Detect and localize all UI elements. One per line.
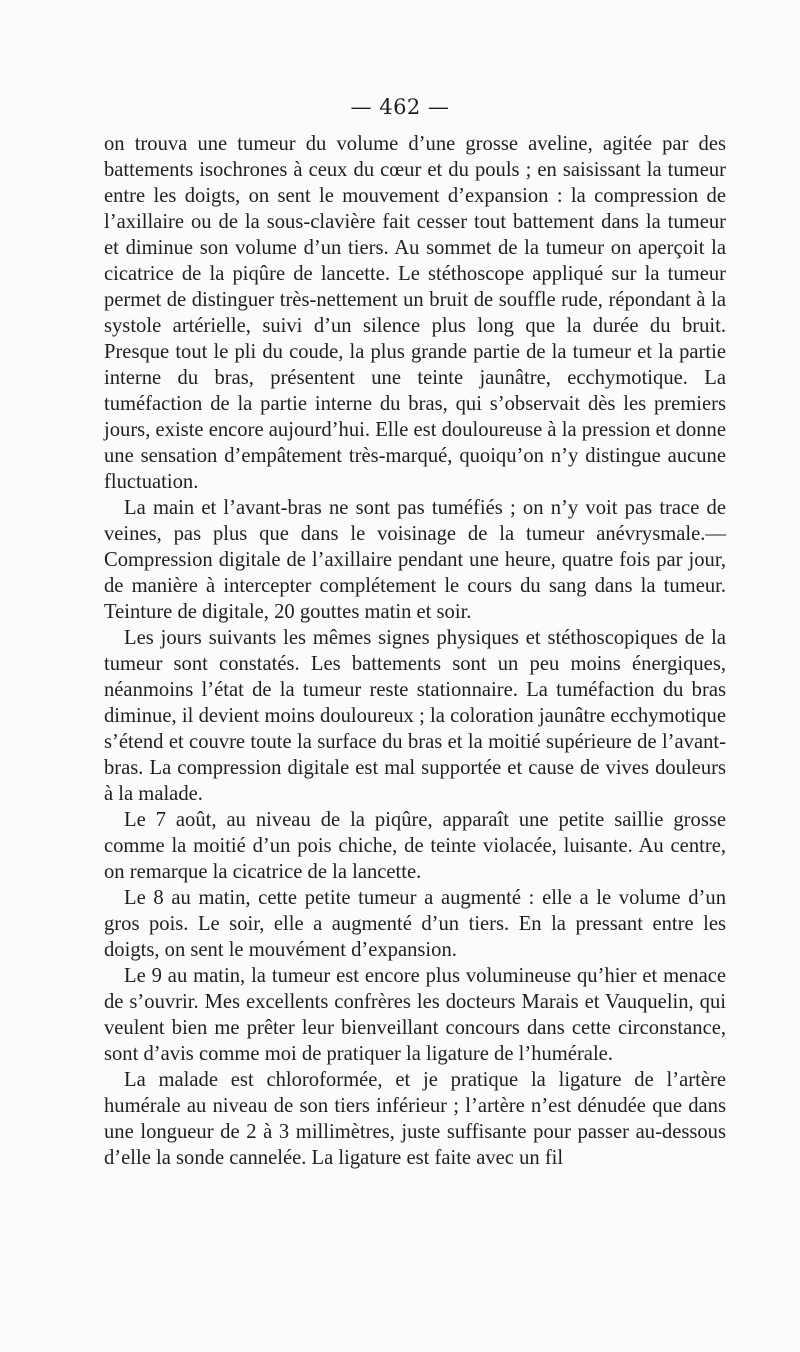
paragraph-jours-suivants: Les jours suivants les mêmes signes physiques et stéthoscopiques de la tumeur sont constatés. Les battements sont un peu moins énergiques, néanmoins l’état de la tumeur reste stationnaire. La tuméfaction du bras diminue, il devient moins douloureux ; la coloration jaunâtre ecchymotique s’étend et couvre toute la surface du bras et la moitié supérieure de l’avant-bras. La compression digitale est mal supportée et cause de vives douleurs à la malade. [104, 627, 726, 805]
body-text [104, 131, 726, 1171]
paragraph-8-au-matin: Le 8 au matin, cette petite tumeur a augmenté : elle a le volume d’un gros pois. Le soir, elle a augmenté d’un tiers. En la pressant entre les doigts, on sent le mouvément d’expansion. [104, 887, 726, 961]
paragraph-9-au-matin: Le 9 au matin, la tumeur est encore plus volumineuse qu’hier et menace de s’ouvrir. Mes excellents confrères les docteurs Marais et Vauquelin, qui veulent bien me prêter leur bienveillant concours dans cette circonstance, sont d’avis comme moi de pratiquer la ligature de l’humérale. [104, 965, 726, 1065]
paragraph-ligature: La malade est chloroformée, et je pratique la ligature de l’artère humérale au niveau de son tiers inférieur ; l’artère n’est dénudée que dans une longueur de 2 à 3 millimètres, juste suffisante pour passer au-dessous d’elle la sonde cannelée. La ligature est faite avec un fil [104, 1069, 726, 1169]
paragraph-7-aout: Le 7 août, au niveau de la piqûre, apparaît une petite saillie grosse comme la moitié d’un pois chiche, de teinte violacée, luisante. Au centre, on remarque la cicatrice de la lancette. [104, 809, 726, 883]
paragraph-continuation: on trouva une tumeur du volume d’une grosse aveline, agitée par des battements isochrones à ceux du cœur et du pouls ; en saisissant la tumeur entre les doigts, on sent le mouvement d’expansion : la compression de l’axillaire ou de la sous-clavière fait cesser tout battement dans la tumeur et diminue son volume d’un tiers. Au sommet de la tumeur on aperçoit la cicatrice de la piqûre de lancette. Le stéthoscope appliqué sur la tumeur permet de distinguer très-nettement un bruit de souffle rude, répondant à la systole artérielle, suivi d’un silence plus long que la durée du bruit. Presque tout le pli du coude, la plus grande partie de la tumeur et la partie interne du bras, présentent une teinte jaunâtre, ecchymotique. La tuméfaction de la partie interne du bras, qui s’observait dès les premiers jours, existe encore aujourd’hui. Elle est douloureuse à la pression et donne une sensation d’empâtement très-marqué, quoiqu’on n’y distingue aucune fluctuation. [104, 133, 726, 493]
paragraph-main-avant-bras: La main et l’avant-bras ne sont pas tuméfiés ; on n’y voit pas trace de veines, pas plus que dans le voisinage de la tumeur anévrysmale.—Compression digitale de l’axillaire pendant une heure, quatre fois par jour, de manière à intercepter complétement le cours du sang dans la tumeur. Teinture de digitale, 20 gouttes matin et soir. [104, 497, 726, 623]
page-number: — 462 — [350, 95, 450, 119]
